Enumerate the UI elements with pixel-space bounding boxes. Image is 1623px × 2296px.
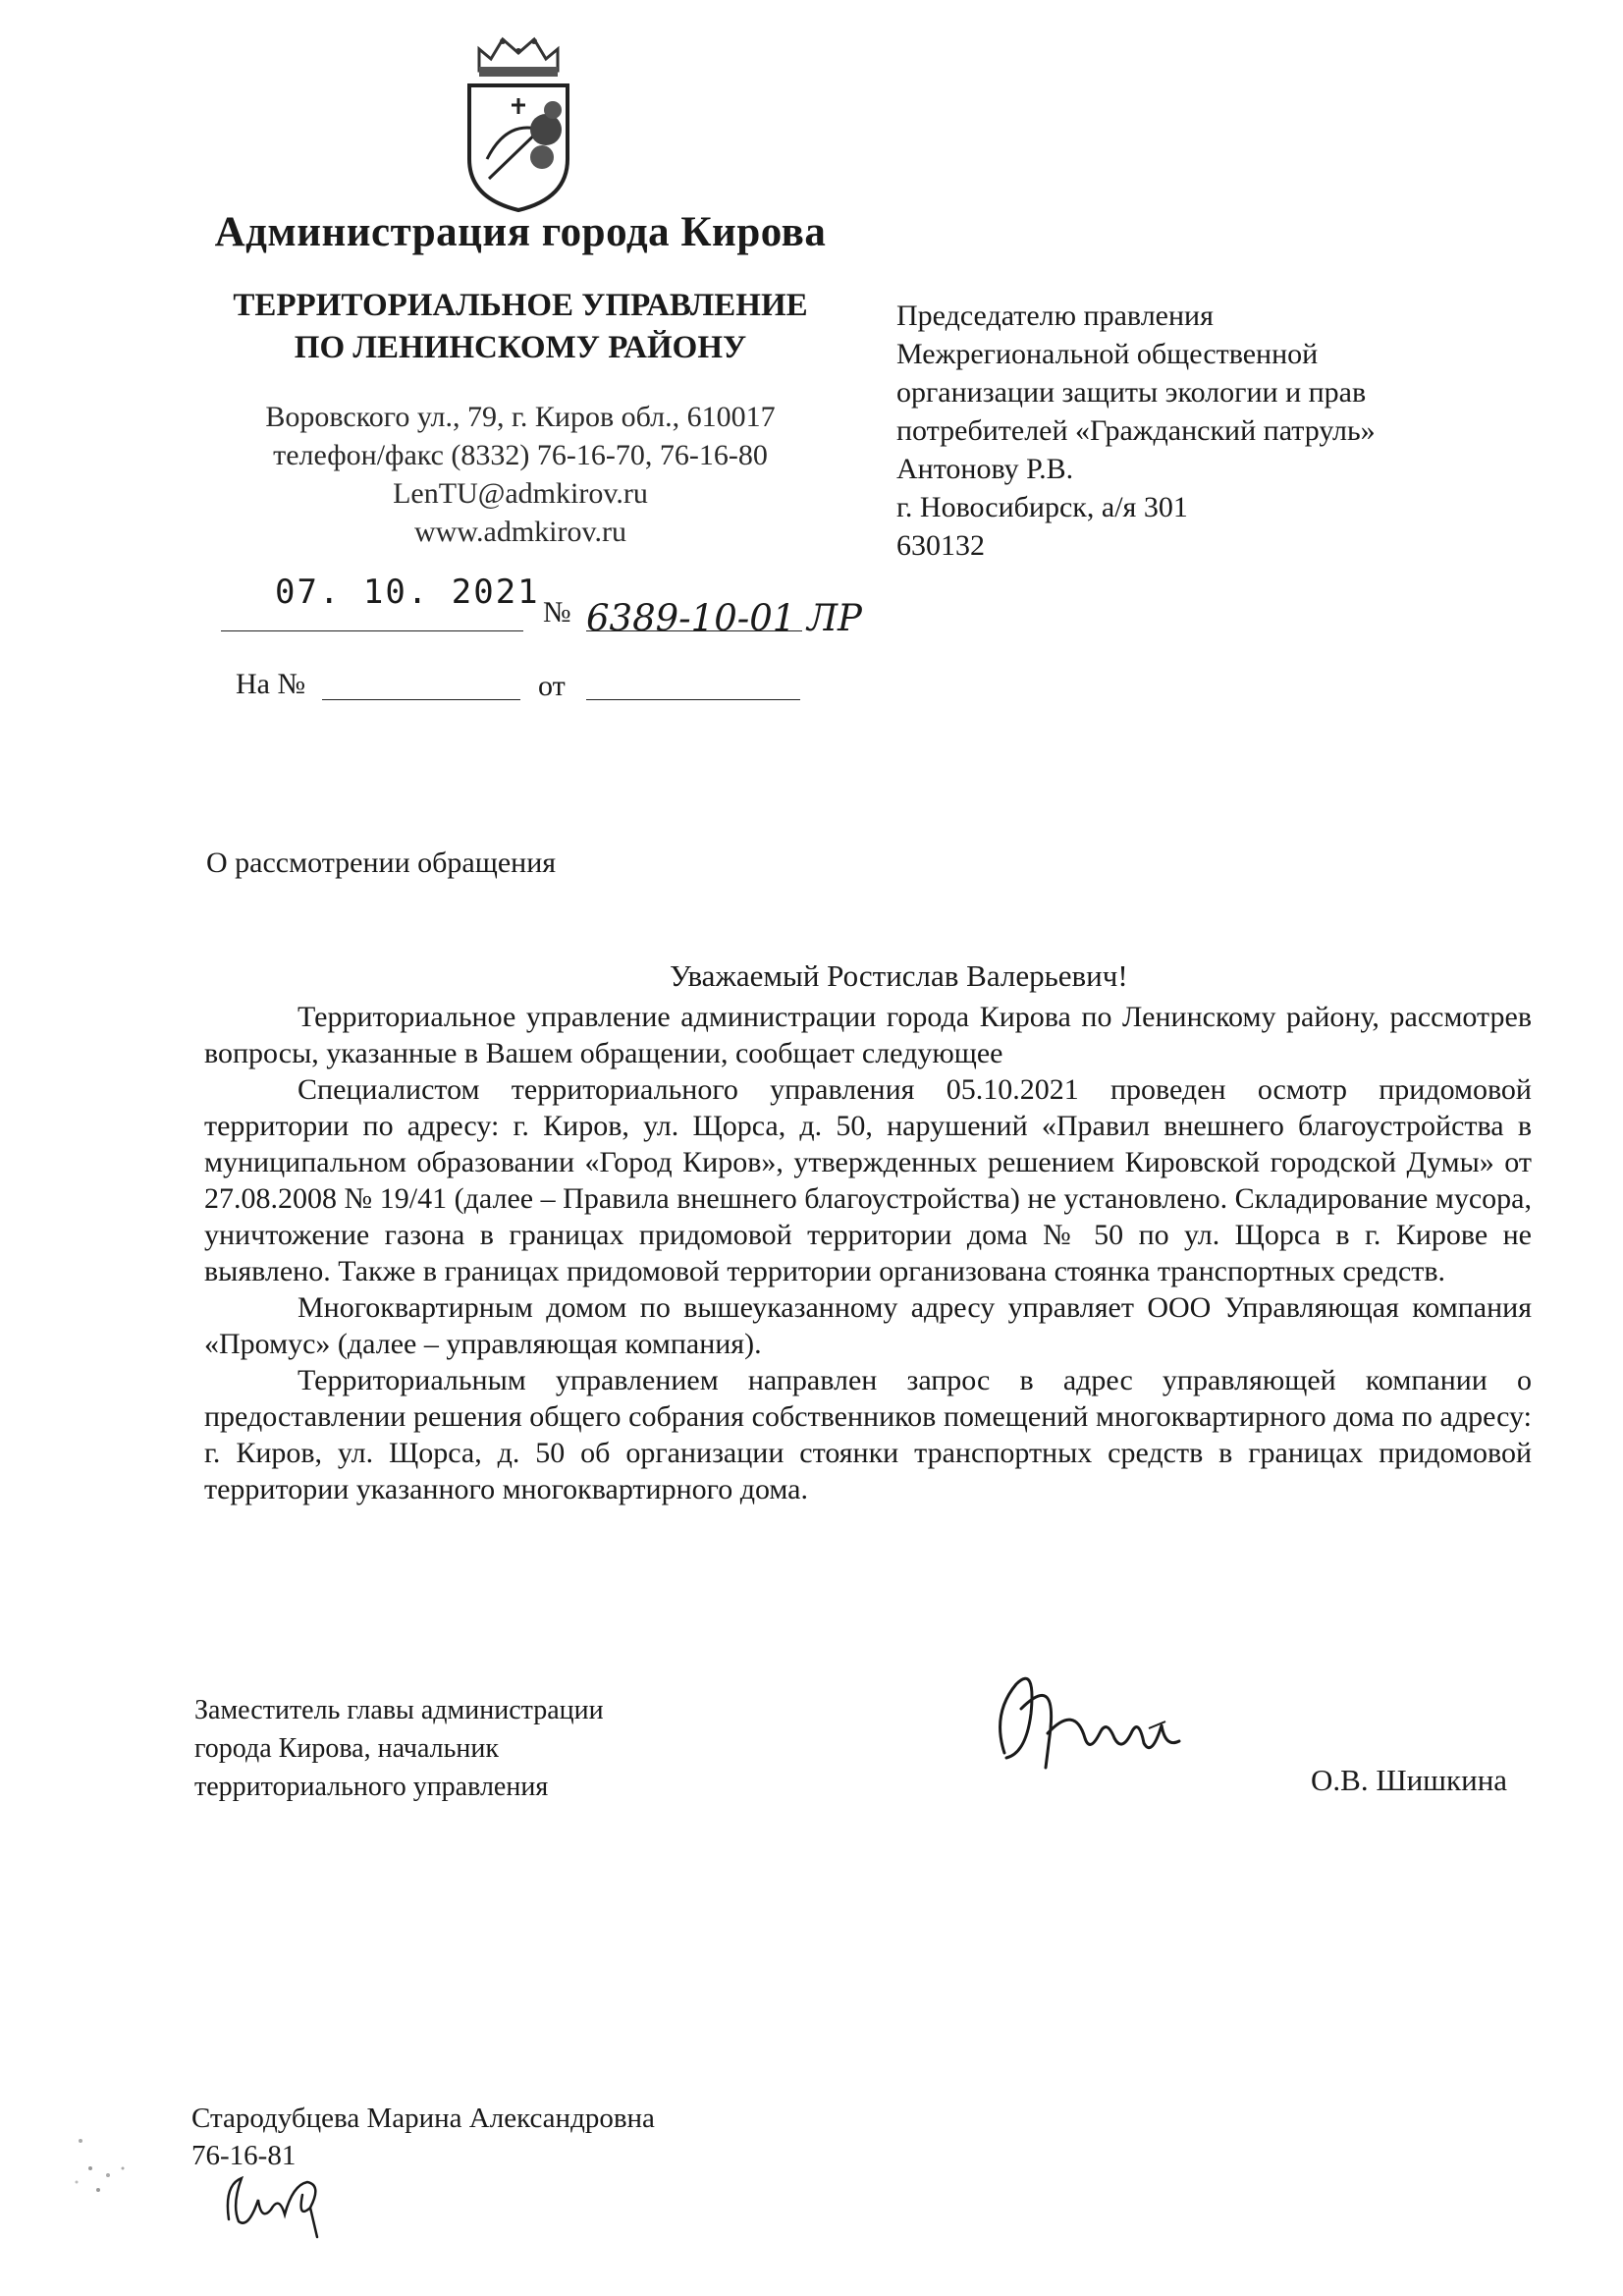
reply-to-label: На № [236, 668, 306, 700]
reply-from-label: от [538, 670, 566, 702]
reply-from-date-line [586, 699, 800, 700]
signer-name: О.В. Шишкина [1311, 1763, 1508, 1797]
recipient-line: Межрегиональной общественной [896, 338, 1319, 370]
signer-title-line: территориального управления [194, 1772, 549, 1802]
body-paragraph: Территориальным управлением направлен запрос в адрес управляющей компании о предоставлении решения общего собрания собственников помещений многоквартирного дома по адресу: г. Киров, ул. Щорса, д. 50 об организации стоянки транспортных средств в границах придомовой территории указанного многоквартирного дома. [204, 1364, 1532, 1505]
recipient-line: г. Новосибирск, а/я 301 [896, 491, 1188, 523]
salutation: Уважаемый Ростислав Валерьевич! [670, 958, 1128, 993]
handwritten-initials-icon [214, 2160, 342, 2244]
executor-name: Стародубцева Марина Александровна [191, 2103, 655, 2134]
registration-date-line [221, 630, 523, 631]
letter-subject: О рассмотрении обращения [206, 847, 557, 879]
organization-name: Администрация города Кирова [214, 209, 827, 255]
registration-date: 07. 10. 2021 [275, 573, 540, 612]
executor-phone: 76-16-81 [191, 2140, 297, 2171]
department-line-2: ПО ЛЕНИНСКОМУ РАЙОНУ [294, 330, 747, 365]
signer-title [194, 1691, 604, 1806]
sender-address: Воровского ул., 79, г. Киров обл., 610017 [265, 401, 776, 433]
recipient-line: Председателю правления [896, 300, 1214, 332]
sender-contacts [172, 398, 869, 551]
department-name [172, 285, 869, 369]
letter-body [204, 999, 1532, 1507]
department-line-1: ТЕРРИТОРИАЛЬНОЕ УПРАВЛЕНИЕ [233, 288, 808, 323]
coat-of-arms-icon [460, 31, 577, 213]
sender-email: LenTU@admkirov.ru [393, 477, 648, 510]
recipient-block [896, 297, 1376, 565]
recipient-line: 630132 [896, 529, 985, 562]
registration-number: 6389-10-01 ЛР [586, 597, 862, 639]
registration-number-label: № [543, 596, 571, 629]
recipient-line: Антонову Р.В. [896, 453, 1074, 485]
signer-title-line: города Кирова, начальник [194, 1733, 499, 1764]
handwritten-signature-icon [987, 1655, 1193, 1787]
recipient-line: организации защиты экологии и прав [896, 376, 1367, 409]
signer-title-line: Заместитель главы администрации [194, 1695, 604, 1725]
body-paragraph: Территориальное управление администрации города Кирова по Ленинскому району, рассмотрев вопросы, указанные в Вашем обращении, сообщает следующее [204, 1001, 1532, 1069]
faint-stamp-marks [69, 2121, 157, 2214]
sender-phone-fax: телефон/факс (8332) 76-16-70, 76-16-80 [273, 439, 768, 471]
recipient-line: потребителей «Гражданский патруль» [896, 414, 1376, 447]
body-paragraph: Специалистом территориального управления 05.10.2021 проведен осмотр придомовой территории по адресу: г. Киров, ул. Щорса, д. 50, нарушений «Правил внешнего благоустройства в муниципальном образовании «Город Киров», утвержденных решением Кировской городской Думы» от 27.08.2008 № 19/41 (далее – Правила внешнего благоустройства) не установлено. Складирование мусора, уничтожение газона в границах придомовой территории дома № 50 по ул. Щорса в г. Кирове не выявлено. Также в границах придомовой территории организована стоянка транспортных средств. [204, 1073, 1532, 1287]
registration-number-line [586, 630, 802, 631]
reply-to-number-line [322, 699, 520, 700]
body-paragraph: Многоквартирным домом по вышеуказанному адресу управляет ООО Управляющая компания «Промус» (далее – управляющая компания). [204, 1291, 1532, 1360]
sender-website: www.admkirov.ru [413, 516, 627, 548]
